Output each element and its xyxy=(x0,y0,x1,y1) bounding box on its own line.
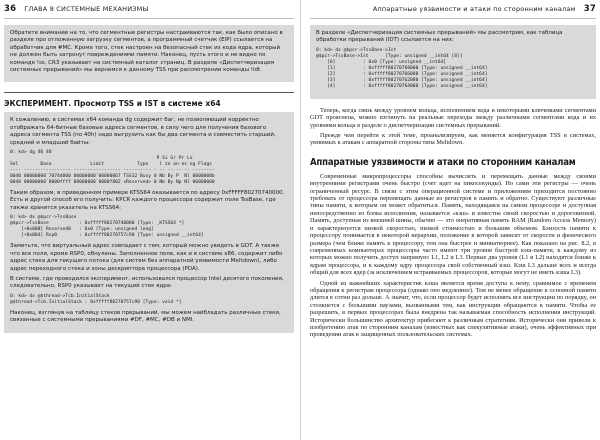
body-text-after xyxy=(310,173,596,339)
experiment-paragraph: Заметьте, что виртуальный адрес совпадает с тем, который можно увидеть в GDT. А также что все поля, кроме RSP0, обнулены. Заполненное поле, как и в системе x86, содержит либо адрес стека для текущего потока (для систем без аппаратной уязвимости Meltdown), либо адрес переходного стека и зоны дескриптора процессора (PDA). xyxy=(10,243,283,272)
running-head-right xyxy=(310,0,596,19)
page-number-right: 37 xyxy=(583,4,596,14)
intro-paragraph: Обратите внимание на то, что сегментные регистры настраиваются так, как было описано в разделе про отложенную загрузку сегментов, а программный счетчик (EIP) ссылается на обработчик для #MC. Кроме того, стек настроен на безопасный стек из кода ядра, который не должен быть затронут повреждениями памяти. Наконец, пусть этого и не видно по команде !ss, CR3 указывает на системный каталог страниц. В разделе «Диспетчеризация системных прерываний» мы вернемся к данному TSS при рассмотрении команды !idt. xyxy=(10,30,283,74)
experiment-box xyxy=(4,112,294,332)
right-page xyxy=(300,0,600,440)
body-paragraph: Одной из важнейших характеристик кэша является время доступа к нему, сравнимое с временем обращения к регистрам процессора (однако оно медленнее). Тем не менее обращение к основной памяти длится в сотни раз дольше. А значит, что, если процессор будет исполнять все инструкции по порядку, он столкнется с большими паузами, вызванными тем, как инструкции обращаются к памяти. Чтобы ее разрешить, в первых процессорах была внедрена так называемая способность исполнения инструкций. Исторически большинство архитектур прибегают к различным стратегиям. Исторически они привели к изобретению атак по сторонним каналам (известных как спекулятивные атаки), очень эффективных при проведении атак в защищенных пользовательских системах. xyxy=(310,279,596,339)
ist-box xyxy=(310,25,596,99)
experiment-paragraph: Наконец, взглянув на таблицу стеков прерываний, мы можем найбладать различные стеки, связанные с системными прерываниями #DF, #MC, #DB и NMI. xyxy=(10,309,281,324)
body-paragraph: Современные микропроцессоры способны вычислять и перемещать данные между своими внутренними регистрами очень быстро (счет идет на пикосекунды). Но сами эти регистры — очень ограниченный ресурс. В связи с этим операционной системе и приложениям приходится постоянно требовать от процессора перемещать данные из регистров в память и обратно. Существуют различные типы памяти, к которым он может обратиться. Память, находящаяся на самом процессоре и доступная непосредственно из блока исполнения, называется «кэш» и известна своей скоростью и дороговизной. Память, доступная из внешней шины, обычно — это оперативная память RAM (Random Access Memory) и характеризуется низкой скоростью, низкой стоимостью и большим объемом. Близость памяти к процессору понимается в некоторой иерархии, положение в которой зависит от скорости и физического размера (чем ближе память к процессору, тем она быстрее и миниатюрнее). Как показано на рис. 8.2, в современных компьютерах процессоры часто имеют три уровня быстрой кэш-памяти, к каждому из которых можно получить доступ напрямую: L1, L2 и L3. Первые два уровня (L1 и L2) находятся ближе к ядрам процессора, и к каждому ядру процессора свой собственный кэш. Кэш L3 дальше всех и всегда общий для всех ядер (за исключением встраиваемых процессоров, которые могут не иметь кэша L3). xyxy=(310,172,596,277)
experiment-section xyxy=(4,92,294,332)
experiment-paragraph: К сожалению, в системах x64 команда dg содержит баг, не позволяющий корректно отображать 64-битные базовые адреса сегментов, в силу чего для получения базового адреса сегмента TSS (по 40h) надо выгрузить как бы два сегмента и совместить старший, средний и младший байты: xyxy=(10,117,276,146)
experiment-paragraph: Таким образом, в приведенном примере KTSS64 оказывается по адресу 0xFFFFF80270740000. Есть и другой способ его получить: KPCR каждого процессора содержит поле TssBase, где также хранится указатель на KTSS64: xyxy=(10,190,285,211)
ist-paragraph: В разделе «Диспетчеризация системных прерываний» мы рассмотрим, как таблица обработки прерываний (IDT) ссылается на них: xyxy=(316,30,563,44)
running-head-left xyxy=(4,0,294,19)
body-text-before xyxy=(310,107,596,147)
section-running-title: Аппаратные уязвимости и атаки по сторонним каналам xyxy=(372,5,576,13)
experiment-paragraph: В системе, где проводился эксперимент, использовался процессор Intel десятого поколения, следовательно, RSP0 указывает на текущий стек ядра: xyxy=(10,275,284,290)
chapter-title: ГЛАВА 8 СИСТЕМНЫЕ МЕХАНИЗМЫ xyxy=(24,5,149,13)
intro-box xyxy=(4,25,294,82)
body-paragraph: Теперь, когда связь между уровнем кольца, исполнением кода и некоторыми ключевыми сегментами GDT прояснена, можно взглянуть на реальные переходы между различными сегментами кода и их уровнями кольца в разделе о диспетчеризации системных прерываний. xyxy=(310,106,596,129)
experiment-title: ЭКСПЕРИМЕНТ. Просмотр TSS и IST в системе x64 xyxy=(4,99,221,109)
code-block-initialstack: 0: kd> dx @$thread->Tcb.InitialStack @$thread->Tcb.InitialStack : 0xfffff80270757c90 [Type: void *] xyxy=(10,293,182,305)
section-heading: Аппаратные уязвимости и атаки по сторонним каналам xyxy=(310,156,576,168)
page-number-left: 36 xyxy=(4,4,17,14)
code-block-tssbase: 0: kd> dx @$pcr->TssBase @$pcr->TssBase : 0xfffff80270740000 [Type: _KTSS64 *] [+0x000] Reserved0 : 0x0 [Type: unsigned long] [+0x004] Rsp0 : 0xfffff80270757c90 [Type: unsigned __int64] xyxy=(10,215,204,239)
code-block-dg: 0: kd> dg 40 48 P Si Gr Pr Lo Sel Base Limit Type l ze an es ng Flags ---- ----------------- ----------------- ---------- - -- -- -- -- -------- 0040 00000000`7074d000 00000000`00000067 TSS32 Busy 0 Nb By P Nl 0000008b 0048 00000000`0000ffff 00000000`0000f802 <Reserved> 0 Nb By Np Nl 00000000 xyxy=(10,150,215,186)
body-paragraph: Прежде чем перейти к этой теме, проанализируем, как меняется конфигурация TSS в системах, уязвимых к атакам с аппаратной стороны типа Meltdown. xyxy=(310,132,596,147)
code-block-ist: 0: kd> dx @$pcr->TssBase->Ist @$pcr->TssBase->Ist [Type: unsigned __int64 [8]] [0] : 0x0 [Type: unsigned __int64] [1] : 0xfffff80270768000 [Type: unsigned __int64] [2] : 0xfffff80270766000 [Type: unsigned __int64] [3] : 0xfffff80270762000 [Type: unsigned __int64] [4] : 0xfffff80270764000 [Type: unsigned __int64] xyxy=(316,47,488,89)
